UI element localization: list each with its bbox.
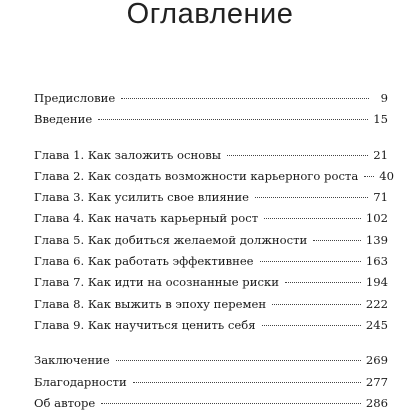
toc-entry-conclusion[interactable]	[34, 350, 388, 371]
toc-entry-label: Глава 5. Как добиться желаемой должности	[34, 232, 308, 247]
toc-entry-page: 15	[373, 112, 388, 127]
toc-leader-dots	[264, 218, 361, 219]
toc-entry-chapter-1[interactable]	[34, 145, 388, 166]
toc-entry-chapter-8[interactable]	[34, 294, 388, 315]
toc-entry-label: Глава 2. Как создать возможности карьерного роста	[34, 168, 359, 183]
toc-entry-label: Благодарности	[34, 374, 127, 389]
toc-entry-label: Глава 4. Как начать карьерный рост	[34, 211, 259, 226]
toc-leader-dots	[364, 176, 374, 177]
toc-entry-about-author[interactable]	[34, 393, 388, 414]
toc-entry-page: 163	[365, 254, 388, 269]
toc-entry-page: 277	[365, 374, 388, 389]
toc-entry-label: Глава 9. Как научиться ценить себя	[34, 317, 256, 332]
toc-entry-label: Об авторе	[34, 395, 96, 410]
toc-entry-label: Заключение	[34, 353, 110, 368]
toc-entry-page: 245	[365, 317, 388, 332]
toc-leader-dots	[121, 98, 369, 99]
toc-leader-dots	[262, 325, 361, 326]
toc-leader-dots	[313, 240, 361, 241]
toc-leader-dots	[255, 197, 368, 198]
toc-entry-page: 102	[365, 211, 388, 226]
toc-chapters	[34, 145, 395, 337]
toc-entry-acknowledgements[interactable]	[34, 372, 388, 393]
toc-leader-dots	[101, 403, 361, 404]
toc-entry-page: 286	[365, 395, 388, 410]
toc-entry-chapter-6[interactable]	[34, 251, 388, 272]
toc-entry-label: Глава 1. Как заложить основы	[34, 147, 221, 162]
toc-entry-introduction[interactable]	[34, 109, 388, 130]
toc-entry-preface[interactable]	[34, 88, 388, 109]
toc-leader-dots	[272, 304, 361, 305]
toc-entry-chapter-5[interactable]	[34, 230, 388, 251]
toc-leader-dots	[133, 382, 361, 383]
toc-entry-label: Глава 3. Как усилить свое влияние	[34, 190, 249, 205]
toc-entry-page: 71	[373, 190, 388, 205]
toc-front-matter	[34, 88, 388, 131]
toc-leader-dots	[285, 282, 361, 283]
table-of-contents	[34, 88, 395, 414]
toc-entry-page: 194	[365, 275, 388, 290]
toc-entry-chapter-9[interactable]	[34, 315, 388, 336]
toc-entry-label: Введение	[34, 112, 93, 127]
toc-entry-chapter-2[interactable]	[34, 166, 395, 187]
toc-entry-label: Глава 6. Как работать эффективнее	[34, 254, 254, 269]
toc-entry-chapter-4[interactable]	[34, 208, 388, 229]
toc-leader-dots	[98, 119, 368, 120]
toc-leader-dots	[260, 261, 361, 262]
toc-back-matter	[34, 350, 388, 414]
toc-leader-dots	[227, 155, 368, 156]
toc-leader-dots	[116, 360, 361, 361]
toc-entry-label: Предисловие	[34, 91, 116, 105]
toc-entry-page: 21	[373, 147, 388, 162]
toc-entry-label: Глава 8. Как выжить в эпоху перемен	[34, 296, 267, 311]
toc-entry-page: 269	[365, 353, 388, 368]
toc-entry-chapter-7[interactable]	[34, 272, 388, 293]
page-title: Оглавление	[126, 0, 294, 30]
toc-entry-page: 9	[380, 91, 388, 105]
toc-entry-page: 222	[365, 296, 388, 311]
toc-entry-page: 40	[379, 168, 395, 183]
toc-entry-page: 139	[365, 232, 388, 247]
toc-entry-chapter-3[interactable]	[34, 187, 388, 208]
toc-entry-label: Глава 7. Как идти на осознанные риски	[34, 275, 279, 290]
